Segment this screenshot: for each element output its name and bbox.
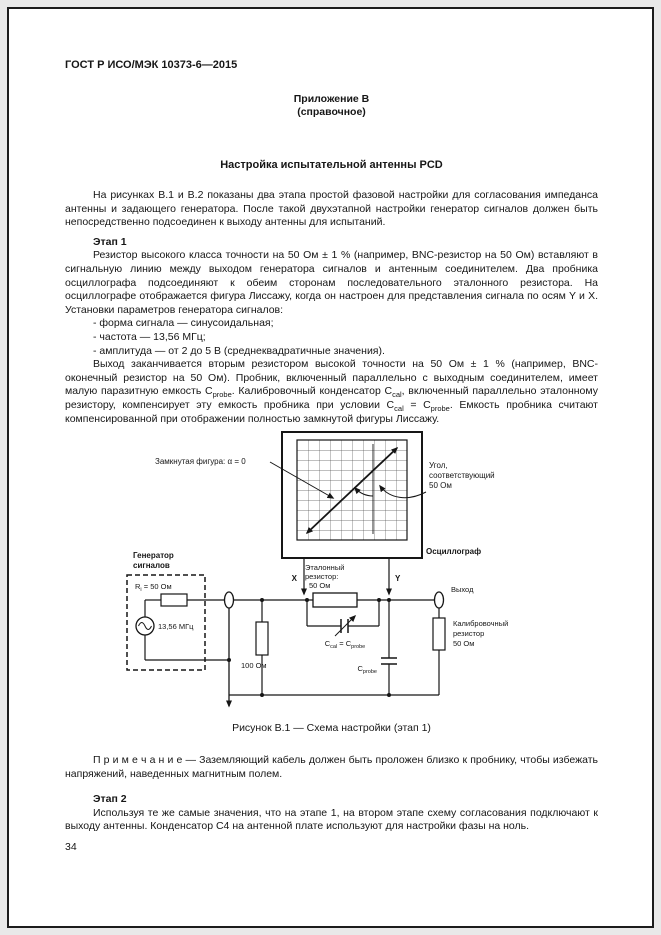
output-section — [433, 585, 508, 695]
generator-internal-resistance-label: $R_i = 50$ Ом — [135, 582, 172, 594]
closed-figure-label: Замкнутая фигура: α = 0 — [155, 457, 246, 467]
annex-subtitle: (справочное) — [297, 106, 366, 118]
cal-resistor-label-line2: резистор — [453, 629, 485, 639]
figure-caption: Рисунок В.1 — Схема настройки (этап 1) — [232, 722, 431, 735]
output-label: Выход — [451, 585, 474, 595]
probe-x-label: X — [291, 574, 297, 584]
stage1-bullet-2: - частота — 13,56 МГц; — [93, 330, 206, 343]
page-content — [9, 9, 652, 834]
figure-b1-schematic — [77, 430, 557, 720]
generator-label-line1: Генератор — [133, 551, 174, 561]
reference-resistor — [305, 563, 357, 607]
stage1-bullet-3: - амплитуда — от 2 до 5 В (среднеквадратичные значения). — [93, 344, 385, 357]
stage2-heading: Этап 2 — [93, 793, 127, 806]
annex-title: Приложение В — [293, 93, 370, 105]
figure-b1 — [77, 430, 557, 720]
cal-resistor-label-line1: Калибровочный — [453, 619, 509, 629]
intro-paragraph: На рисунках В.1 и В.2 показаны два этапа простой фазовой настройки для согласования импеданса антенны и задающего генератора. После такой двухэтапной настройки генератор сигналов должен быть непосредственно подсоединен к выходу антенны для испытаний. — [65, 189, 598, 229]
calibration-resistor — [433, 618, 445, 650]
stage1-heading: Этап 1 — [93, 235, 127, 248]
ref-resistor-label-line1: Эталонный — [305, 563, 345, 573]
stage2-paragraph: Используя те же самые значения, что на этапе 1, на втором этапе схему согласования подключают к выходу антенны. Конденсатор C4 на антенной плате используют для настройки фазы на ноль. — [65, 806, 598, 833]
annex-heading — [65, 93, 598, 119]
load-resistor-label: 100 Ом — [241, 661, 267, 671]
probe-y-label: Y — [395, 574, 401, 584]
oscilloscope-label: Осциллограф — [426, 547, 482, 557]
junction-dots — [227, 598, 391, 697]
angle-label-line3: 50 Ом — [429, 481, 452, 491]
oscilloscope-box — [282, 432, 422, 558]
cal-resistor-label-line3: 50 Ом — [453, 639, 475, 649]
cprobe-label: $C_{probe}$ — [357, 664, 377, 676]
generator-series-resistor — [161, 594, 187, 606]
output-connector-symbol — [435, 592, 444, 608]
ref-resistor-label-line2: резистор: — [305, 572, 339, 582]
stage1-paragraph-2: Выход заканчивается вторым резистором высокой точности на 50 Ом ± 1 % (например, BNC-оконечный резистор на 50 Ом). Пробник, включенный параллельно с выходным соединителем, имеет малую паразитную емкость $C_{probe}$. Калибровочный конденсатор $C_{cal}$, включенный параллельно эталонному резистору, компенсирует эту емкость пробника при условии $C_{cal} = C_{probe}$. Емкость пробника считают компенсированной при отображении полностью замкнутой фигуры Лиссажу. — [65, 358, 598, 425]
page-number: 34 — [65, 841, 77, 853]
load-resistor-100ohm — [241, 600, 268, 695]
document-header: ГОСТ Р ИСО/МЭК 10373-6—2015 — [65, 59, 238, 71]
document-page — [7, 7, 654, 928]
note-text: — Заземляющий кабель должен быть проложен близко к пробнику, чтобы избежать напряжений, наведенных магнитным полем. — [65, 754, 598, 780]
note-label: П р и м е ч а н и е — [93, 754, 183, 767]
generator-label-line2: сигналов — [133, 561, 170, 571]
section-title: Настройка испытательной антенны PCD — [220, 159, 443, 171]
angle-label-line2: соответствующий — [429, 471, 495, 481]
angle-label-line1: Угол, — [429, 461, 448, 471]
note-paragraph — [65, 754, 598, 781]
ccal-label: $C_{cal} = C_{probe}$ — [324, 639, 366, 651]
frequency-label: 13,56 МГц — [158, 622, 194, 632]
signal-generator — [127, 551, 229, 670]
stage1-bullet-1: - форма сигнала — синусоидальная; — [93, 317, 274, 330]
stage1-paragraph-1: Резистор высокого класса точности на 50 Ом ± 1 % (например, BNC-резистор на 50 Ом) вставляют в сигнальную линию между выходом генератора сигналов и антенным соединителем. Два пробника осциллографа подсоединяют к обеим сторонам последовательного эталонного резистора. На осциллографе отображается фигура Лиссажу, когда он настроен для представления сигнала по осям Y и X. Установки параметров генератора сигналов: — [65, 249, 598, 316]
coax-connector-symbol — [225, 592, 234, 608]
ref-resistor-label-line3: 50 Ом — [309, 581, 331, 591]
